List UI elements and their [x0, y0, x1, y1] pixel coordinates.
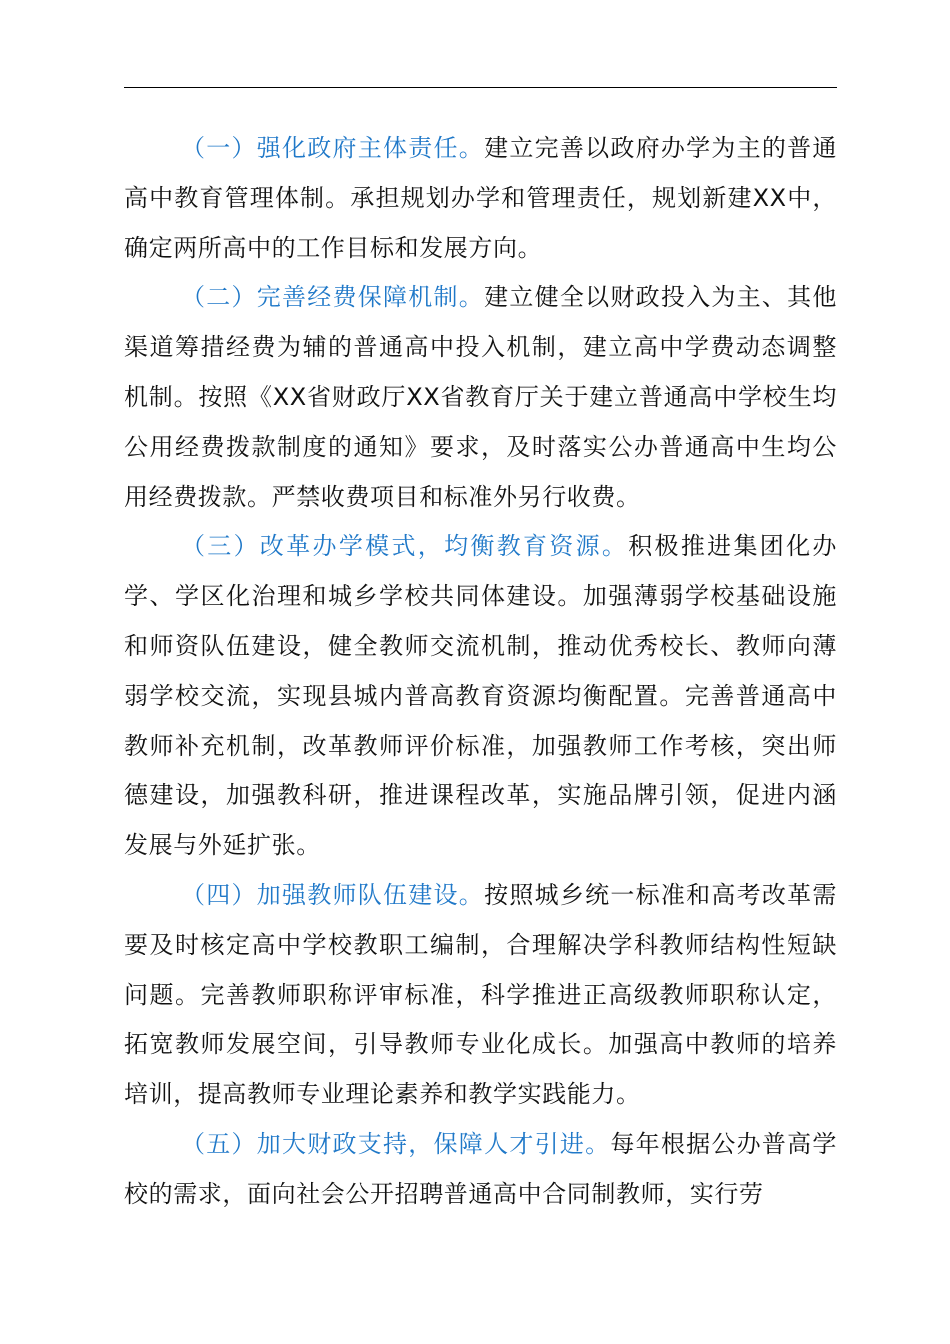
- paragraph-text: 积极推进集团化办学、学区化治理和城乡学校共同体建设。加强薄弱学校基础设施和师资队伍建设，健全教师交流机制，推动优秀校长、教师向薄弱学校交流，实现县城内普高教育资源均衡配置。完善普通高中教师补充机制，改革教师评价标准，加强教师工作考核，突出师德建设，加强教科研，推进课程改革，实施品牌引领，促进内涵发展与外延扩张。: [124, 532, 837, 860]
- paragraph-heading: （三）改革办学模式，均衡教育资源。: [181, 532, 629, 561]
- paragraph-1: [124, 124, 837, 273]
- paragraph-heading: （一）强化政府主体责任。: [181, 134, 485, 162]
- paragraph-3: [124, 522, 837, 871]
- paragraph-heading: （五）加大财政支持，保障人才引进。: [181, 1129, 611, 1158]
- paragraph-2: [124, 273, 837, 522]
- paragraph-text: 建立完善以政府办学为主的普通高中教育管理体制。承担规划办学和管理责任，规划新建XX中，确定两所高中的工作目标和发展方向。: [124, 134, 838, 262]
- paragraph-4: [124, 871, 837, 1120]
- document-body: [124, 124, 837, 1220]
- paragraph-text: 按照城乡统一标准和高考改革需要及时核定高中学校教职工编制，合理解决学科教师结构性短缺问题。完善教师职称评审标准，科学推进正高级教师职称认定，拓宽教师发展空间，引导教师专业化成长。加强高中教师的培养培训，提高教师专业理论素养和教学实践能力。: [124, 880, 838, 1109]
- header-rule: [124, 87, 837, 88]
- paragraph-text: 每年根据公办普高学校的需求，面向社会公开招聘普通高中合同制教师，实行劳: [124, 1129, 838, 1208]
- paragraph-heading: （二）完善经费保障机制。: [181, 283, 485, 312]
- paragraph-text: 建立健全以财政投入为主、其他渠道筹措经费为辅的普通高中投入机制，建立高中学费动态调整机制。按照《XX省财政厅XX省教育厅关于建立普通高中学校生均公用经费拨款制度的通知》要求，及时落实公办普通高中生均公用经费拨款。严禁收费项目和标准外另行收费。: [124, 283, 838, 511]
- paragraph-5: [124, 1120, 837, 1220]
- paragraph-heading: （四）加强教师队伍建设。: [181, 880, 485, 909]
